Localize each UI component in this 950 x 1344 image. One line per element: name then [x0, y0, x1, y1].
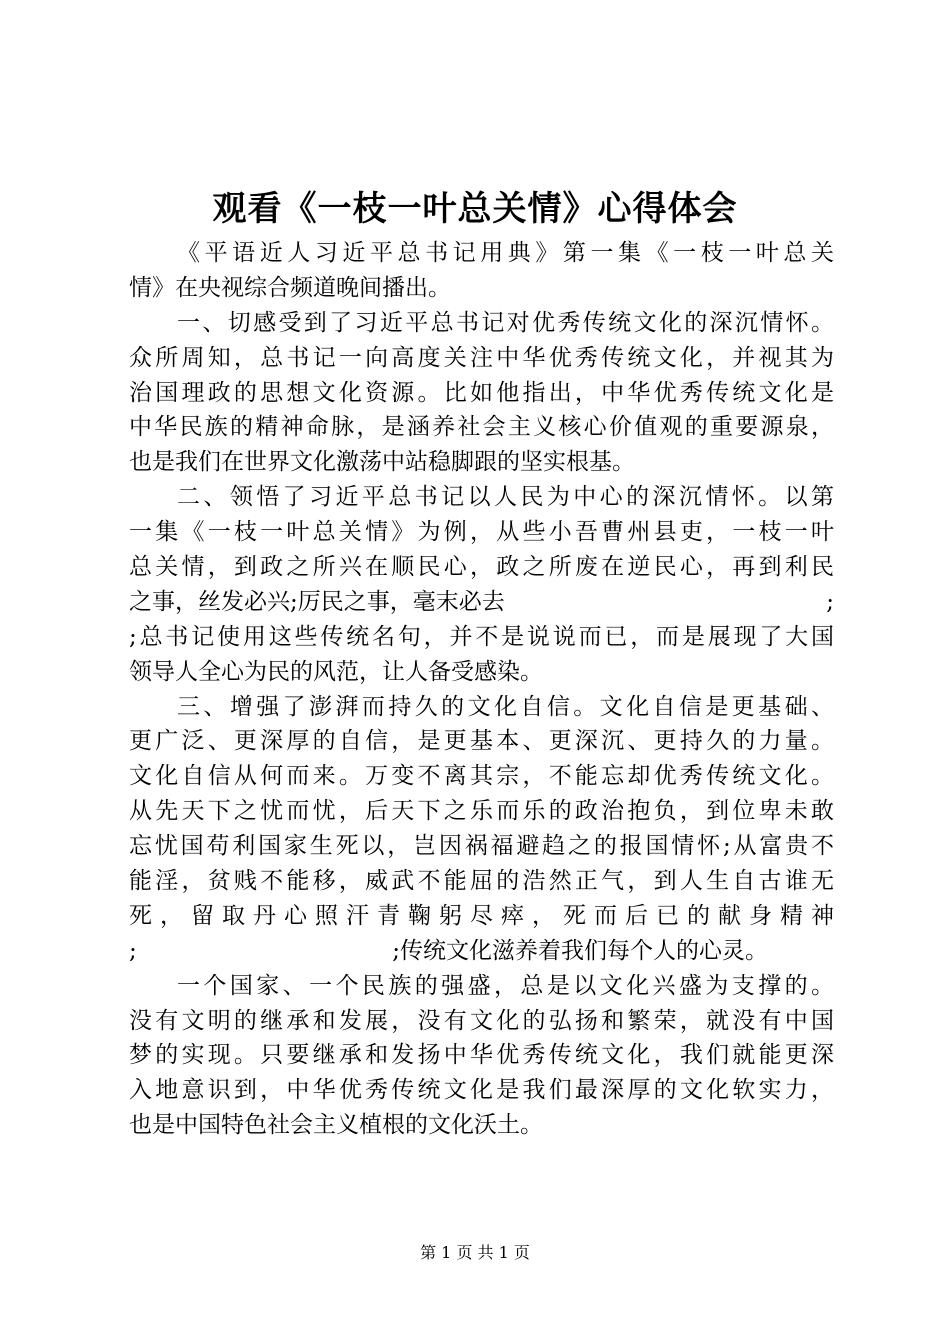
text-line: 也是我们在世界文化激荡中站稳脚跟的坚实根基。 [129, 449, 635, 476]
text-line: 梦的实现。只要继承和发扬中华优秀传统文化，我们就能更深 [129, 1042, 834, 1069]
text-line: 死，留取丹心照汗青鞠躬尽瘁，死而后已的献身精神 [129, 902, 834, 929]
text-line: 一、切感受到了习近平总书记对优秀传统文化的深沉情怀。 [177, 309, 834, 336]
text-line: 《平语近人习近平总书记用典》第一集《一枝一叶总关 [177, 240, 834, 266]
text-line: 没有文明的继承和发展，没有文化的弘扬和繁荣，就没有中国 [129, 1007, 834, 1034]
text-line: 治国理政的思想文化资源。比如他指出，中华优秀传统文化是 [129, 379, 834, 406]
text-line: 总关情，到政之所兴在顺民心，政之所废在逆民心，再到利民 [129, 554, 834, 581]
text-line: 情》在央视综合频道晚间播出。 [129, 274, 451, 301]
text-line: 也是中国特色社会主义植根的文化沃土。 [129, 1112, 543, 1139]
text-line: 中华民族的精神命脉，是涵养社会主义核心价值观的重要源泉， [129, 414, 834, 441]
text-line [129, 585, 834, 620]
text-segment: 之事，丝发必兴;厉民之事，毫末必去 [129, 588, 505, 615]
page-footer: 第 1 页 共 1 页 [420, 1243, 530, 1262]
text-line: 文化自信从何而来。万变不离其宗，不能忘却优秀传统文化。 [129, 763, 834, 790]
text-line: 从先天下之忧而忧，后天下之乐而乐的政治抱负，到位卑未敢 [129, 798, 834, 825]
text-segment: ;传统文化滋养着我们每个人的心灵。 [392, 937, 768, 964]
text-segment: ; [826, 588, 834, 615]
text-line: 一集《一枝一叶总关情》为例，从些小吾曹州县吏，一枝一叶 [129, 519, 834, 546]
text-line: ;总书记使用这些传统名句，并不是说说而已，而是展现了大国 [129, 623, 834, 650]
text-line: 更广泛、更深厚的自信，是更基本、更深沉、更持久的力量。 [129, 728, 834, 755]
text-line: 忘忧国苟利国家生死以，岂因祸福避趋之的报国情怀;从富贵不 [129, 833, 834, 860]
text-segment: ; [129, 937, 137, 964]
text-line: 能淫，贫贱不能移，威武不能屈的浩然正气，到人生自古谁无 [129, 868, 834, 895]
document-title: 观看《一枝一叶总关情》心得体会 [212, 189, 738, 229]
text-line: 三、增强了澎湃而持久的文化自信。文化自信是更基础、 [177, 693, 834, 720]
text-line: 领导人全心为民的风范，让人备受感染。 [129, 658, 543, 685]
text-line: 众所周知，总书记一向高度关注中华优秀传统文化，并视其为 [129, 344, 834, 371]
document-body [129, 236, 834, 1143]
text-line: 一个国家、一个民族的强盛，总是以文化兴盛为支撑的。 [177, 972, 834, 999]
text-line: 二、领悟了习近平总书记以人民为中心的深沉情怀。以第 [177, 484, 834, 511]
text-line: 入地意识到，中华优秀传统文化是我们最深厚的文化软实力， [129, 1077, 834, 1104]
text-line [129, 934, 834, 969]
